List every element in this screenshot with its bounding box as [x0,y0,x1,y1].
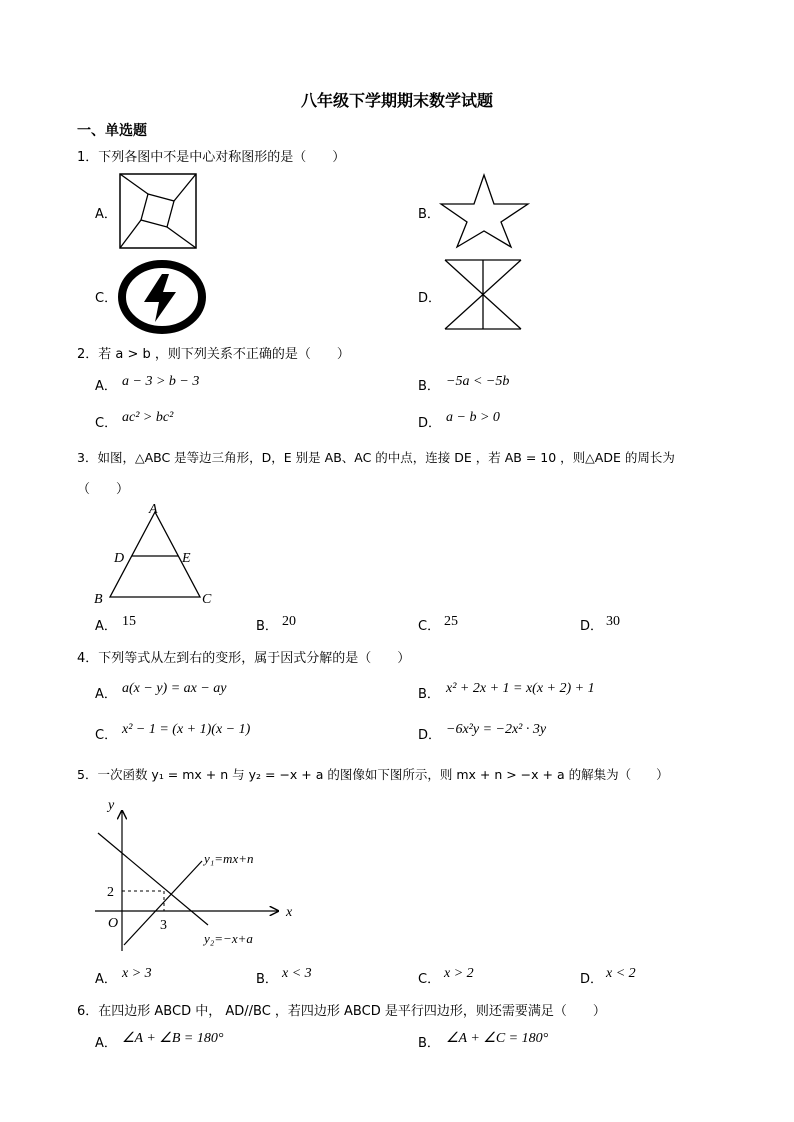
q1-figure-a-pinwheel [119,173,197,249]
question-3-stem: 3．如图，△ABC 是等边三角形，D，E 别是 AB、AC 的中点，连接 DE ，若 AB = 10 ，则△ADE 的周长为 [77,450,675,465]
question-5-stem: 5．一次函数 y₁ = mx + n 与 y₂ = −x + a 的图像如下图所示，则 mx + n > −x + a 的解集为（ ） [77,767,669,782]
q6-option-a-label: A． [95,1036,117,1051]
q5-label-x: x [286,905,293,920]
q3-option-a: 15 [122,614,136,629]
q5-option-a: x > 3 [122,966,152,981]
q1-option-a-label: A． [95,207,117,222]
q1-option-c-label: C． [95,291,118,306]
q5-label-line2: y₂=−x+a [204,931,253,946]
q4-option-d: −6x²y = −2x² · 3y [446,722,547,737]
q3-option-b-label: B． [256,619,278,634]
q1-figure-b-star [440,174,530,248]
q3-label-a: A [149,502,158,517]
q5-figure-graph [90,793,310,958]
q6-option-b: ∠A + ∠C = 180° [446,1031,549,1046]
q1-figure-c-lightning-badge [118,260,206,334]
q4-option-a: a(x − y) = ax − ay [122,681,227,696]
q3-option-c-label: C． [418,619,441,634]
q1-figure-d-crossed-square [444,259,522,331]
q5-option-c-label: C． [418,972,441,987]
q2-option-d-label: D． [418,416,442,431]
q1-option-b-label: B． [418,207,440,222]
q3-option-d-label: D． [580,619,604,634]
question-6-stem: 6．在四边形 ABCD 中， AD//BC ，若四边形 ABCD 是平行四边形，则还需要满足（ ） [77,1004,606,1019]
q3-label-e: E [182,551,191,566]
q5-option-d: x < 2 [606,966,636,981]
q2-option-c-label: C． [95,416,118,431]
q3-option-b: 20 [282,614,296,629]
question-2-stem: 2．若 a > b ，则下列关系不正确的是（ ） [77,347,350,362]
q2-option-a: a − 3 > b − 3 [122,374,200,389]
q3-label-d: D [114,551,125,566]
q2-option-c: ac² > bc² [122,410,174,425]
q5-label-two: 2 [107,885,114,900]
q4-option-b-label: B． [418,687,440,702]
q3-figure-triangle [90,500,220,610]
q5-label-line1: y₁=mx+n [204,851,254,866]
q6-option-a: ∠A + ∠B = 180° [122,1031,224,1046]
q3-label-b: B [94,592,103,607]
q2-option-b-label: B． [418,379,440,394]
q5-label-origin: O [108,916,119,931]
q5-option-d-label: D． [580,972,604,987]
q2-option-b: −5a < −5b [446,374,510,389]
question-3-stem-cont: （ ） [77,482,130,497]
q4-option-a-label: A． [95,687,117,702]
q4-option-c-label: C． [95,728,118,743]
q4-option-d-label: D． [418,728,442,743]
q6-option-b-label: B． [418,1036,440,1051]
q3-label-c: C [202,592,212,607]
q4-option-b: x² + 2x + 1 = x(x + 2) + 1 [446,681,595,696]
q3-option-d: 30 [606,614,620,629]
q3-option-c: 25 [444,614,458,629]
page-title: 八年级下学期期末数学试题 [300,91,493,110]
q2-option-a-label: A． [95,379,117,394]
q5-option-b: x < 3 [282,966,312,981]
q5-option-b-label: B． [256,972,278,987]
section-heading: 一、单选题 [77,123,147,139]
q4-option-c: x² − 1 = (x + 1)(x − 1) [122,722,251,737]
question-4-stem: 4．下列等式从左到右的变形，属于因式分解的是（ ） [77,651,411,666]
q1-option-d-label: D． [418,291,442,306]
q5-label-three: 3 [160,918,167,933]
q5-option-a-label: A． [95,972,117,987]
q5-option-c: x > 2 [444,966,474,981]
question-1-stem: 1．下列各图中不是中心对称图形的是（ ） [77,150,346,165]
q3-option-a-label: A． [95,619,117,634]
q2-option-d: a − b > 0 [446,410,500,425]
q5-label-y: y [108,798,115,813]
